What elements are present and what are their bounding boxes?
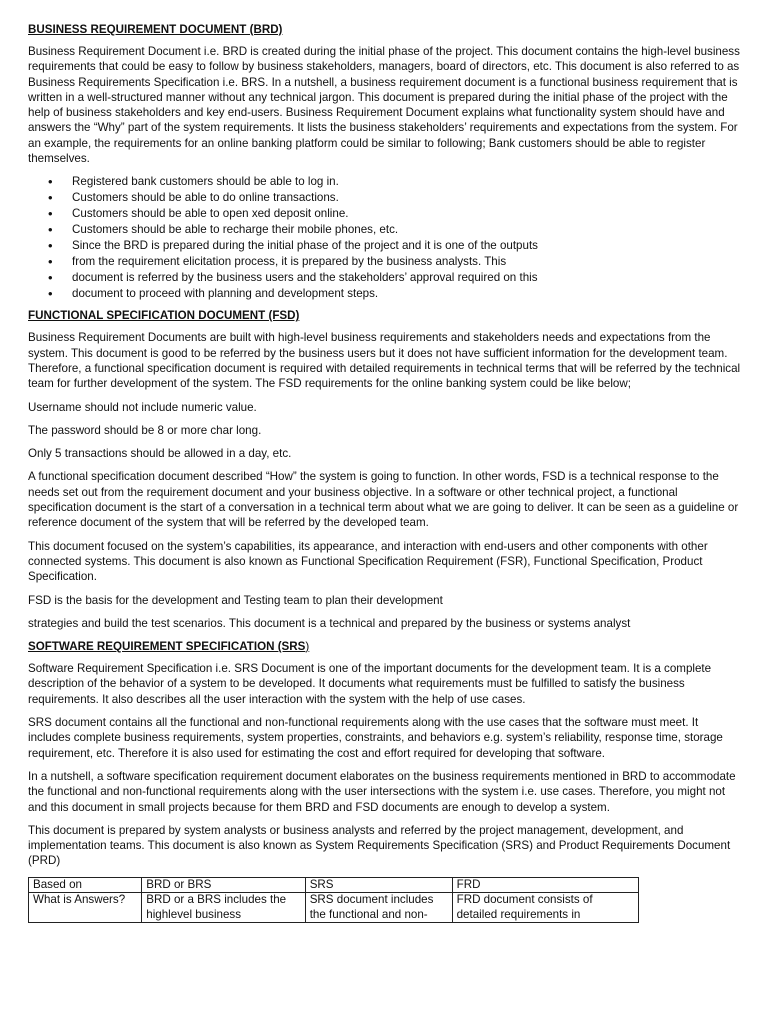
brd-heading: BUSINESS REQUIREMENT DOCUMENT (BRD) xyxy=(28,23,283,36)
list-item: • Registered bank customers should be able to log in. xyxy=(72,174,742,190)
list-item: • from the requirement elicitation process, it is prepared by the business analysts. This xyxy=(72,254,742,270)
table-cell: FRD document consists of detailed requirements in xyxy=(452,893,638,923)
srs-heading-paren: ) xyxy=(305,640,310,654)
brd-intro-paragraph: Business Requirement Document i.e. BRD is created during the initial phase of the project. This document contains the high-level business requirements that could be easy to follow by business stakeholders, managers, board of directors, etc. This document is also referred to as Business Requirements Specification i.e. BRS. In a nutshell, a business requirement document is a functional business requirement that is written in a well-structured manner without any technical jargon. This document is prepared during the initial phase of the project with the help of business stakeholders and key end-users. Business Requirement Document explains what functionality system should have and answers the “Why” part of the system requirements. It lists the business stakeholders’ requirements and expectations from the system. For an example, the requirements for an online banking platform could be similar to following; Bank customers should be able to register themselves. xyxy=(28,45,740,166)
list-item: • document to proceed with planning and development steps. xyxy=(72,286,742,302)
brd-bullet-list xyxy=(28,174,742,302)
srs-heading-text: SOFTWARE REQUIREMENT SPECIFICATION (SRS xyxy=(28,640,306,654)
table-cell: SRS xyxy=(305,877,452,893)
table-cell: Based on xyxy=(29,877,142,893)
fsd-paragraph: The password should be 8 or more char long. xyxy=(28,423,262,437)
fsd-paragraph: Business Requirement Documents are built with high-level business requirements and stakeholders needs and expectations from the system. This document is good to be referred by the business users but it does not have sufficient information for the development team. Therefore, a functional specification document is required with detailed requirements in technical terms that will be referred by the technical team for further development of the system. The FSD requirements for the online banking system could be like below; xyxy=(28,331,741,391)
fsd-paragraph: FSD is the basis for the development and Testing team to plan their development xyxy=(28,593,443,607)
table-header-row xyxy=(29,877,639,893)
table-cell: What is Answers? xyxy=(29,893,142,923)
table-cell: BRD or a BRS includes the highlevel business xyxy=(142,893,305,923)
fsd-heading: FUNCTIONAL SPECIFICATION DOCUMENT (FSD) xyxy=(28,309,300,323)
table-cell: SRS document includes the functional and non- xyxy=(305,893,452,923)
srs-paragraph: Software Requirement Specification i.e. SRS Document is one of the important documents for the development team. It is a complete description of the behavior of a system to be developed. It documents what requirements must be fulfilled to satisfy the business requirements. It also describes all the user interaction with the system with the help of use cases. xyxy=(28,662,712,706)
list-item: • Customers should be able to do online transactions. xyxy=(72,190,742,206)
fsd-paragraph: Only 5 transactions should be allowed in a day, etc. xyxy=(28,447,292,461)
list-item: • Since the BRD is prepared during the initial phase of the project and it is one of the outputs xyxy=(72,238,742,254)
table-cell: BRD or BRS xyxy=(142,877,305,893)
list-item: • Customers should be able to open xed deposit online. xyxy=(72,206,742,222)
table-cell: FRD xyxy=(452,877,638,893)
srs-heading xyxy=(28,639,742,654)
fsd-paragraph: strategies and build the test scenarios. This document is a technical and prepared by the business or systems analyst xyxy=(28,616,631,630)
fsd-paragraph: A functional specification document described “How” the system is going to function. In other words, FSD is a technical response to the needs set out from the requirement document and your business objective. In a software or other technical project, a functional specification document is the start of a conversation in a technical term about what we are going to deliver. It can be seen as a guideline or reference document of the system that will be referred by the developed team. xyxy=(28,470,739,530)
comparison-table xyxy=(28,877,639,924)
srs-paragraph: In a nutshell, a software specification requirement document elaborates on the business requirements mentioned in BRD to accommodate the functional and non-functional requirements along with the user intersections with the system i.e. use cases. Therefore, you might not and this document in small projects because for them BRD and FSD documents are enough to develop a system. xyxy=(28,769,736,814)
srs-paragraph: SRS document contains all the functional and non-functional requirements along with the use cases that the software must meet. It includes complete business requirements, system properties, constraints, and behaviors e.g. system’s reliability, response time, storage requirement, etc. Therefore it is also used for estimating the cost and effort required for developing that software. xyxy=(28,716,723,760)
list-item: • Customers should be able to recharge their mobile phones, etc. xyxy=(72,222,742,238)
fsd-paragraph: This document focused on the system’s capabilities, its appearance, and interaction with end-users and other components with other connected systems. This document is also known as Functional Specification Requirement (FSR), Functional Specification, Product Specification. xyxy=(28,539,708,584)
srs-paragraph: This document is prepared by system analysts or business analysts and referred by the project management, development, and implementation teams. This document is also known as System Requirements Specification (SRS) and Product Requirements Document (PRD) xyxy=(28,823,731,868)
list-item: • document is referred by the business users and the stakeholders’ approval required on this xyxy=(72,270,742,286)
fsd-paragraph: Username should not include numeric value. xyxy=(28,400,257,414)
table-row xyxy=(29,893,639,923)
